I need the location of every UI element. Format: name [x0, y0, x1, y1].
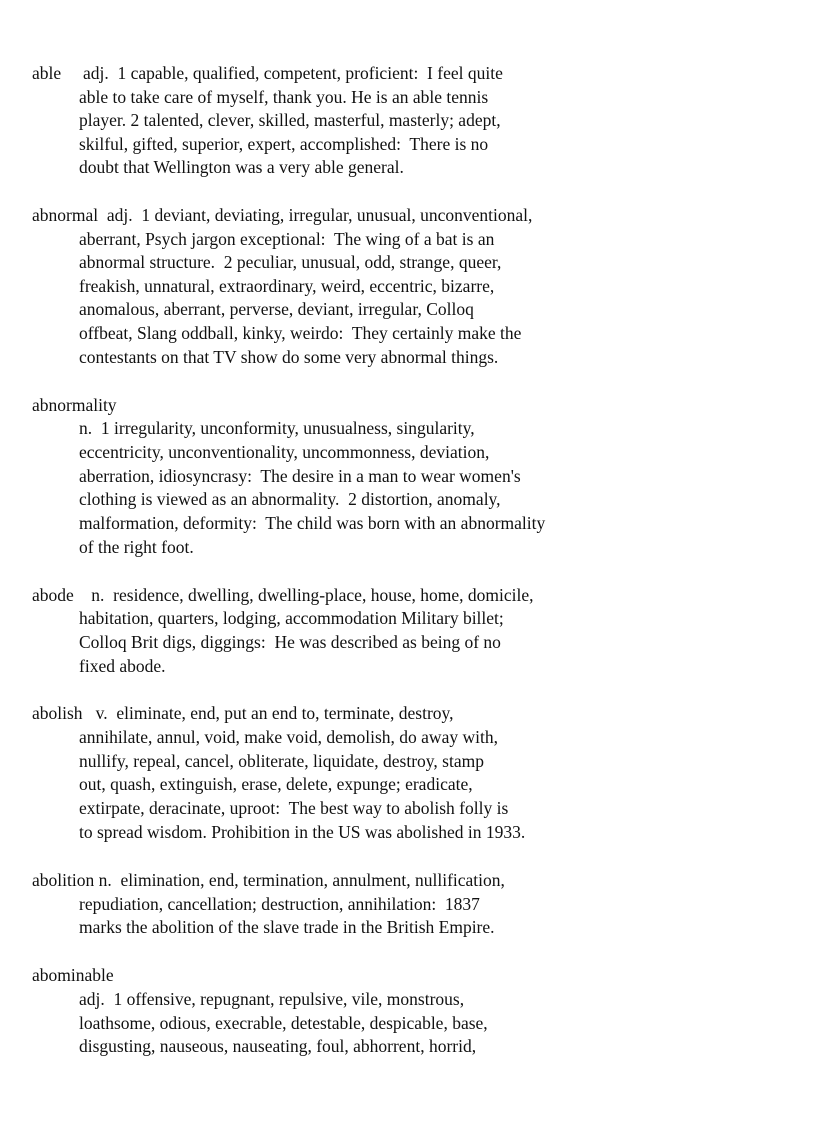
- entry-line: aberrant, Psych jargon exceptional: The wing of a bat is an: [79, 229, 495, 249]
- entry-line: malformation, deformity: The child was born with an abnormality: [79, 513, 546, 533]
- entry-headline: able adj. 1 capable, qualified, competent, proficient: I feel quite: [32, 63, 503, 83]
- entry-line: loathsome, odious, execrable, detestable, despicable, base,: [79, 1013, 488, 1033]
- entry-line: clothing is viewed as an abnormality. 2 distortion, anomaly,: [79, 489, 501, 509]
- entry-headline: abolition n. elimination, end, termination, annulment, nullification,: [32, 870, 505, 890]
- entry-line: of the right foot.: [79, 537, 194, 557]
- entry-line: habitation, quarters, lodging, accommodation Military billet;: [79, 608, 504, 628]
- entry-line: Colloq Brit digs, diggings: He was described as being of no: [79, 632, 501, 652]
- entry-line: marks the abolition of the slave trade in the British Empire.: [79, 917, 495, 937]
- entry-line: to spread wisdom. Prohibition in the US was abolished in 1933.: [79, 822, 526, 842]
- entry-line: able to take care of myself, thank you. He is an able tennis: [79, 87, 489, 107]
- entry-headline: abode n. residence, dwelling, dwelling-place, house, home, domicile,: [32, 585, 534, 605]
- entry-headline: abolish v. eliminate, end, put an end to, terminate, destroy,: [32, 703, 454, 723]
- entry-headword: abnormality: [32, 395, 117, 415]
- entry-line: contestants on that TV show do some very abnormal things.: [79, 347, 499, 367]
- entry-line: annihilate, annul, void, make void, demolish, do away with,: [79, 727, 498, 747]
- entry-line: freakish, unnatural, extraordinary, weird, eccentric, bizarre,: [79, 276, 495, 296]
- entry-line: disgusting, nauseous, nauseating, foul, abhorrent, horrid,: [79, 1036, 477, 1056]
- entry-line: n. 1 irregularity, unconformity, unusualness, singularity,: [79, 418, 475, 438]
- entry-line: doubt that Wellington was a very able general.: [79, 157, 404, 177]
- entry-line: fixed abode.: [79, 656, 166, 676]
- entry-line: nullify, repeal, cancel, obliterate, liquidate, destroy, stamp: [79, 751, 484, 771]
- entry-line: anomalous, aberrant, perverse, deviant, irregular, Colloq: [79, 299, 474, 319]
- entry-line: aberration, idiosyncrasy: The desire in a man to wear women's: [79, 466, 521, 486]
- entry-line: skilful, gifted, superior, expert, accomplished: There is no: [79, 134, 489, 154]
- entry-headline: abnormal adj. 1 deviant, deviating, irregular, unusual, unconventional,: [32, 205, 533, 225]
- entry-headword: abominable: [32, 965, 114, 985]
- entry-line: repudiation, cancellation; destruction, annihilation: 1837: [79, 894, 480, 914]
- entry-line: adj. 1 offensive, repugnant, repulsive, vile, monstrous,: [79, 989, 465, 1009]
- entry-line: eccentricity, unconventionality, uncommonness, deviation,: [79, 442, 490, 462]
- entry-line: out, quash, extinguish, erase, delete, expunge; eradicate,: [79, 774, 473, 794]
- entry-line: extirpate, deracinate, uproot: The best way to abolish folly is: [79, 798, 509, 818]
- entry-line: offbeat, Slang oddball, kinky, weirdo: They certainly make the: [79, 323, 522, 343]
- entry-line: player. 2 talented, clever, skilled, masterful, masterly; adept,: [79, 110, 501, 130]
- entry-line: abnormal structure. 2 peculiar, unusual, odd, strange, queer,: [79, 252, 502, 272]
